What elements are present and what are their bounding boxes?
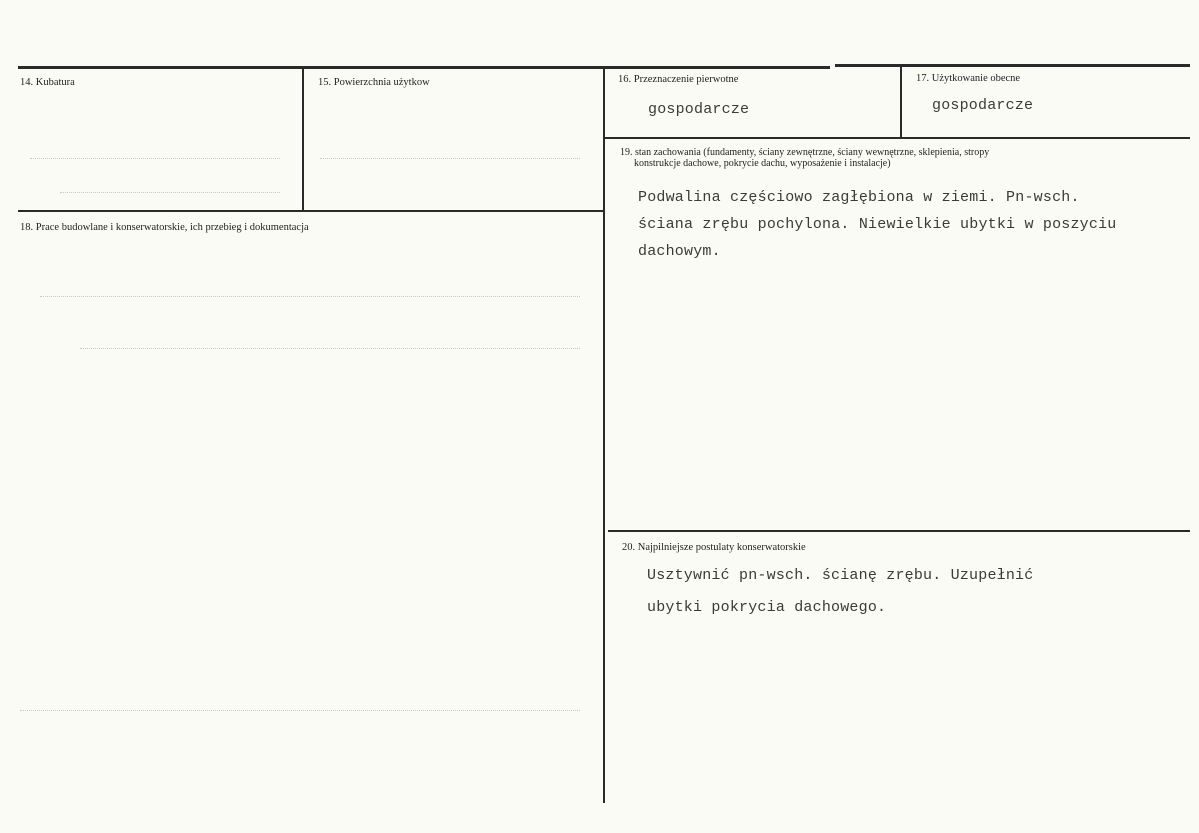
field-19-line-2: ściana zrębu pochylona. Niewielkie ubytki w poszyciu: [638, 216, 1117, 233]
field-14-label: 14. Kubatura: [20, 77, 75, 88]
divider-16-17: [900, 67, 902, 138]
field-20-line-2: ubytki pokrycia dachowego.: [647, 599, 887, 616]
field-19-line-1: Podwalina częściowo zagłębiona w ziemi. Pn-wsch.: [638, 189, 1080, 206]
field-16-label: 16. Przeznaczenie pierwotne: [618, 74, 739, 85]
divider-14-15: [302, 69, 304, 211]
divider-19-20: [608, 530, 1190, 532]
guide-line: [60, 192, 280, 193]
top-border-left: [18, 66, 830, 69]
field-15-label: 15. Powierzchnia użytkow: [318, 77, 430, 88]
field-20-line-1: Usztywnić pn-wsch. ścianę zrębu. Uzupełnić: [647, 567, 1034, 584]
field-19-label-line2: konstrukcje dachowe, pokrycie dachu, wyposażenie i instalacje): [634, 158, 891, 169]
top-border-right: [835, 64, 1190, 67]
guide-line: [30, 158, 280, 159]
main-vertical-divider: [603, 69, 605, 803]
guide-line: [320, 158, 580, 159]
field-19-label-line1: 19. stan zachowania (fundamenty, ściany zewnętrzne, ściany wewnętrzne, sklepienia, stropy: [620, 147, 990, 158]
guide-line: [80, 348, 580, 349]
field-18-label: 18. Prace budowlane i konserwatorskie, ich przebieg i dokumentacja: [20, 222, 309, 233]
divider-row1-left: [18, 210, 604, 212]
field-17-label: 17. Użytkowanie obecne: [916, 73, 1021, 84]
field-17-value: gospodarcze: [932, 97, 1034, 114]
field-19-line-3: dachowym.: [638, 243, 721, 260]
field-20-label: 20. Najpilniejsze postulaty konserwatorskie: [622, 542, 806, 553]
divider-row1-right: [604, 137, 1190, 139]
guide-line: [40, 296, 580, 297]
field-16-value: gospodarcze: [648, 101, 750, 118]
guide-line: [20, 710, 580, 711]
